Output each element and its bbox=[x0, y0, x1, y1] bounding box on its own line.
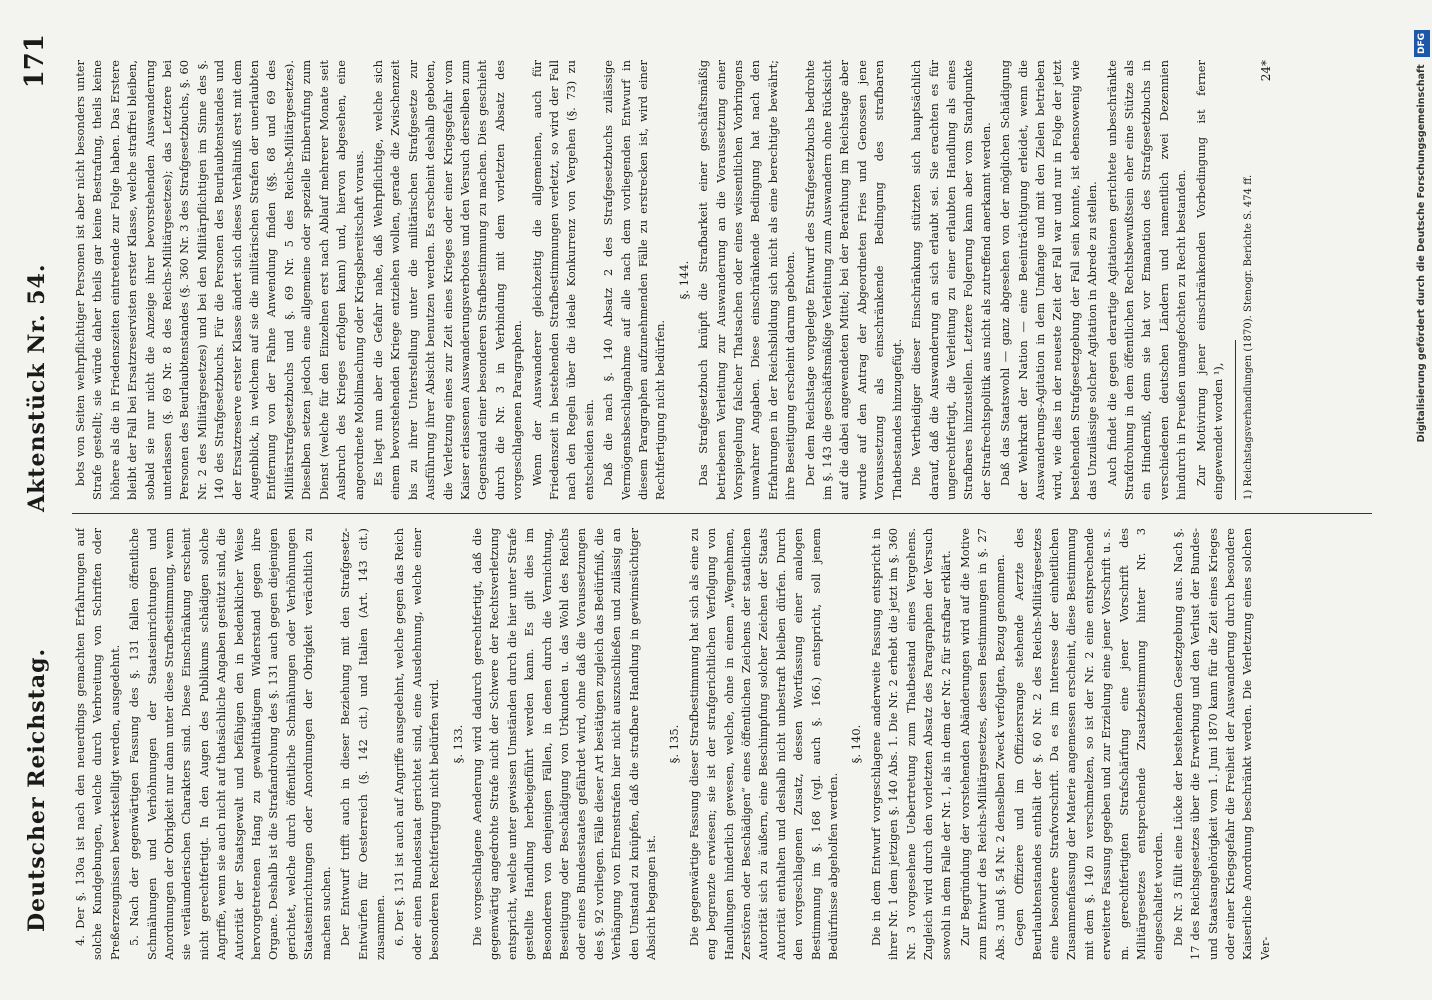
paragraph: Zur Motivirung jener einschränkenden Vorbedingung ist ferner eingewendet worden ¹), bbox=[1193, 60, 1225, 500]
dfg-watermark bbox=[1414, 30, 1430, 990]
paragraph: Wenn der Auswanderer gleichzeitig die allgemeinen, auch für Friedenszeit in bestehenden Strafbestimmungen verletzt, so wird der Fall nach den Regeln über die ideale Konkurrenz von Vergehen (§. 73) zu entscheiden sein. bbox=[529, 60, 596, 500]
watermark-text: Digitalisierung gefördert durch die Deutsche Forschungsgemeinschaft bbox=[1416, 64, 1427, 443]
page-number: 171 bbox=[20, 34, 50, 89]
dfg-logo-icon: DFG bbox=[1414, 30, 1430, 57]
column-divider bbox=[72, 513, 1372, 514]
text-column-right-body bbox=[72, 60, 1227, 500]
paragraph: Die in dem Entwurf vorgeschlagene anderweite Fassung entspricht in ihrer Nr. 1 dem jetzigen §. 140 Abs. 1. Die Nr. 2 erhebt die jetzt im §. 360 Nr. 3 vorgesehene Uebertretung zum Thatbestand eines Vergehens. Zugleich wird durch den vorletzten Absatz des Paragraphen der Versuch sowohl in dem Falle der Nr. 1, als in dem der Nr. 2 für strafbar erklärt. bbox=[868, 528, 953, 960]
text-column-right bbox=[72, 60, 1392, 500]
section-heading: §. 133. bbox=[450, 724, 465, 764]
paragraph: Daß das Staatswohl — ganz abgesehen von der möglichen Schädigung der Wehrkraft der Nation — eine Beeinträchtigung erleidet, wenn die Auswanderungs-Agitation in dem Umfange und mit den Zielen betrieben wird, wie dies in der neueste Zeit der Fall war und nur in Folge der jetzt bestehenden Strafgesetzgebung der Fall sein konnte, ist ebensowenig wie das Unzulässige solcher Agitation in Abrede zu stellen. bbox=[998, 60, 1100, 500]
paragraph: Gegen Offiziere und im Offiziersrange stehende Aerzte des Beurlaubtenstandes enthält der §. 60 Nr. 2 des Reichs-Militärgesetzes eine besondere Strafvorschrift. Da es im Interesse der einheitlichen Zusammenfassung der Materie angemessen erscheint, diese Bestimmung mit dem §. 140 zu verschmelzen, so ist der Nr. 2 eine entsprechende erweiterte Fassung gegeben und zur Erzielung eine jener Vorschrift u. s. m. gerechtfertigten Strafschärfung eine jener Vorschrift des Militärgesetzes entsprechende Zusatzbestimmung hinter Nr. 3 eingeschaltet worden. bbox=[1012, 528, 1166, 960]
text-column-left bbox=[72, 528, 1392, 960]
header-center: Aktenstück Nr. 54. bbox=[24, 263, 50, 512]
paragraph: Der Entwurf trifft auch in dieser Beziehung mit den Strafgesetz-Entwürfen für Oesterreich (§. 142 cit.) und Italien (Art. 143 cit.) zusammen. bbox=[338, 528, 387, 960]
folio-mark: 24* bbox=[1259, 60, 1274, 82]
paragraph: Die gegenwärtige Fassung dieser Strafbestimmung hat sich als eine zu eng begrenzte erwiesen; sie ist der strafgerichtlichen Verfolgung von Handlungen hinderlich gewesen, welche, ohne in einem „Wegnehmen, Zerstören oder Beschädigen“ eines öffentlichen Zeichens der staatlichen Autorität sich zu äußern, eine Beschimpfung solcher Zeichen der Staats Autorität enthalten und deshalb nicht unbestraft bleiben dürfen. Durch den vorgeschlagenen Zusatz, dessen Wortfassung einer analogen Bestimmung im §. 168 (vgl. auch §. 166.) entspricht, soll jenem Bedürfnisse abgeholfen werden. bbox=[686, 528, 841, 960]
paragraph: bots von Seiten wehrpflichtiger Personen ist aber nicht besonders unter Strafe gestellt; sie würde daher theils gar keine Bestrafung, theils keine höhere als die in Friedenszeiten eintretende zur Folge haben. Das Erstere bleibt der Fall bei Ersatzreservisten erster Klasse, welche straffrei bleiben, sobald sie nur nicht die Anzeige ihrer bevorstehenden Auswanderung unterlassen (§. 69 Nr. 8 des Reichs-Militärgesetzes); das Letztere bei Personen des Beurlaubtenstandes (§. 360 Nr. 3 des Strafgesetzbuchs, §. 60 Nr. 2 des Militärgesetzes) und bei den Militärpflichtigen im Sinne des §. 140 des Strafgesetzbuchs. Für die Personen des Beurlaubtenstandes und der Ersatzreserve erster Klasse ändert sich dieses Verhältniß erst mit dem Augenblick, in welchem auf sie die militärischen Strafen der unerlaubten Entfernung von der Fahne Anwendung finden (§§. 68 und 69 des Militärstrafgesetzbuchs und §. 69 Nr. 5 des Reichs-Militärgesetzes). Dieselben setzen jedoch eine allgemeine oder spezielle Einberufung zum Dienst (welche für den Einzelnen erst nach Ablauf mehrerer Monate seit Ausbruch des Krieges erfolgen kann) und, hiervon abgesehen, eine angeordnete Mobilmachung oder Kriegsbereitschaft voraus. bbox=[73, 60, 366, 500]
paragraph: Das Strafgesetzbuch knüpft die Strafbarkeit einer geschäftsmäßig betriebenen Verleitung zur Auswanderung an die Voraussetzung einer Vorspiegelung falscher Thatsachen oder eines wissentlichen Vorbringens unwahrer Angaben. Diese einschränkende Bedingung hat nach den Erfahrungen in der Reichsbildung sich nicht als eine berechtigte bewährt; ihre Beseitigung erscheint darum geboten. bbox=[696, 60, 798, 500]
paragraph: Auch findet die gegen derartige Agitationen gerichtete unbeschränkte Strafdrohung in dem öffentlichen Rechtsbewußtsein eher eine Stütze als ein Hinderniß, denn sie hat vor Emanation des Strafgesetzbuchs in verschiedenen deutschen Ländern und namentlich zwei Dezennien hindurch in Preußen unangefochten zu Recht bestanden. bbox=[1104, 60, 1189, 500]
paragraph: Daß die nach §. 140 Absatz 2 des Strafgesetzbuchs zulässige Vermögensbeschlagnahme auf alle nach dem vorliegenden Entwurf in diesem Paragraphen aufzunehmenden Fälle zu erstrecken ist, wird einer Rechtfertigung nicht bedürfen. bbox=[601, 60, 668, 500]
paragraph: 5. Nach der gegenwärtigen Fassung des §. 131 fallen öffentliche Schmähungen und Verhöhnungen der Staatseinrichtungen und Anordnungen der Obrigkeit nur dann unter diese Strafbestimmung, wenn sie verläumderischen Charakters sind. Diese Einschränkung erscheint nicht gerechtfertigt. In den Augen des Publikums schädigen solche Angriffe, wenn sie auch nicht auf thatsächliche Angaben gestützt sind, die Autorität der Staatsgewalt und befähigen den in bedenklicher Weise hervorgetretenen Hang zu gewaltthätigem Widerstand gegen ihre Organe. Deshalb ist die Strafandrohung des §. 131 auch gegen diejenigen gerichtet, welche durch öffentliche Schmähungen oder Verhöhnungen Staatseinrichtungen oder Anordnungen der Obrigkeit verächtlich zu machen suchen. bbox=[127, 528, 333, 960]
section-heading: §. 144. bbox=[676, 260, 691, 300]
paragraph: Zur Begründung der vorstehenden Abänderungen wird auf die Motive zum Entwurf des Reichs-Militärgesetzes, dessen Bestimmungen in §. 27 Abs. 3 und §. 54 Nr. 2 denselben Zweck verfolgten, Bezug genommen. bbox=[957, 528, 1007, 960]
paragraph: Es liegt nun aber die Gefahr nahe, daß Wehrpflichtige, welche sich einem bevorstehenden Kriege entziehen wollen, gerade die Zwischenzeit bis zu ihrer Unterstellung unter die militärischen Strafgesetze zur Ausführung ihrer Absicht benutzen werden. Es erscheint deshalb geboten, die Verletzung eines zur Zeit eines Krieges oder einer Kriegsgefahr vom Kaiser erlassenen Auswanderungsverbotes und den Versuch derselben zum Gegenstand einer besonderen Strafbestimmung zu machen. Dies geschieht durch die Nr. 3 in Verbindung mit dem vorletzten Absatz des vorgeschlagenen Paragraphen. bbox=[370, 60, 525, 500]
footnote: 1) Reichstagsverhandlungen (1870). Stenogr. Berichte S. 474 ff. bbox=[1243, 174, 1255, 500]
paragraph: 4. Der §. 130a ist nach den neuerdings gemachten Erfahrungen auf solche Kundgebungen, welche durch Verbreitung von Schriften oder Preßerzeugnissen bewerkstelligt werden, ausgedehnt. bbox=[73, 528, 122, 960]
footnote-divider bbox=[1235, 340, 1236, 500]
paragraph: Die vorgeschlagene Aenderung wird dadurch gerechtfertigt, daß die gegenwärtig angedrohte Strafe nicht der Schwere der Rechtsverletzung entspricht, welche unter gewissen Umständen durch die hier unter Strafe gestellte Handlung herbeigeführt werden kann. Es gilt dies im Besonderen von denjenigen Fällen, in denen durch die Vernichtung, Beseitigung oder Beschädigung von Urkunden u. das Wohl des Reichs oder eines Bundesstaates gefährdet wird, ohne daß die Voraussetzungen des §. 92 vorliegen. Fälle dieser Art bestätigen zugleich das Bedürfniß, die Verhängung von Ehrenstrafen hier nicht auszuschließen und zulässig an den Umstand zu knüpfen, daß die strafbare Handlung in gewinnsüchtiger Absicht begangen ist. bbox=[469, 528, 658, 960]
paragraph: 6. Der §. 131 ist auch auf Angriffe ausgedehnt, welche gegen das Reich oder einen Bundesstaat gerichtet sind, eine Ausdehnung, welche einer besonderen Rechtfertigung nicht bedürfen wird. bbox=[392, 528, 442, 960]
section-heading: §. 135. bbox=[667, 724, 682, 764]
page-header bbox=[14, 28, 60, 972]
paragraph: Der dem Reichstage vorgelegte Entwurf des Strafgesetzbuchs bedrohte im §. 143 die geschäftsmäßige Verleitung zum Auswandern ohne Rücksicht auf die dabei angewendeten Mittel; bei der Berathung im Reichstage aber wurde auf den Antrag der Abgeordneten Fries und Genossen jene Voraussetzung als einschränkende Bedingung des strafbaren Thatbestandes hinzugefügt. bbox=[802, 60, 904, 500]
watermark-line bbox=[1414, 30, 1430, 990]
paragraph: Die Vertheidiger dieser Einschränkung stützten sich hauptsächlich darauf, daß die Auswanderung an sich erlaubt sei. Sie erachten es für ungerechtfertigt, die Verleitung zu einer erlaubten Handlung als eines Strafbares hinzustellen. Letztere Folgerung kann aber vom Standpunkte der Strafrechtspolitik aus nicht als zutreffend anerkannt werden. bbox=[909, 60, 993, 500]
header-left: Deutscher Reichstag. bbox=[24, 647, 50, 932]
paragraph: Die Nr. 3 füllt eine Lücke der bestehenden Gesetzgebung aus. Nach §. 17 des Reichsgesetzes über die Erwerbung und den Verlust der Bundes- und Staatsangehörigkeit vom 1. Juni 1870 kann für die Zeit eines Krieges oder einer Kriegsgefahr die Freiheit der Auswanderung durch besondere Kaiserliche Anordnung beschränkt werden. Die Verletzung eines solchen Ver- bbox=[1170, 528, 1272, 960]
section-heading: §. 140. bbox=[849, 724, 864, 764]
